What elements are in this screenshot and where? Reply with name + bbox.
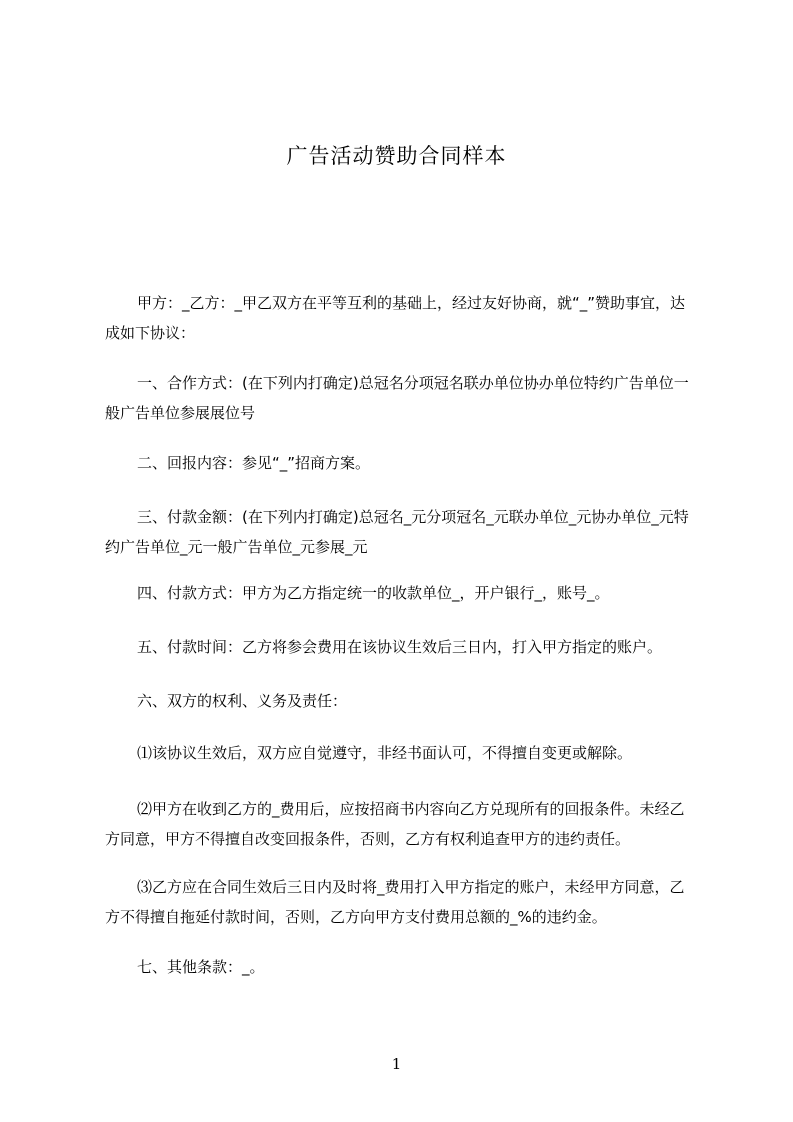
clause-return-content: 二、回报内容：参见“_”招商方案。 xyxy=(137,454,371,472)
clause-other-terms: 七、其他条款：_。 xyxy=(137,958,265,976)
document-title: 广告活动赞助合同样本 xyxy=(286,144,507,168)
clause-payment-method: 四、付款方式：甲方为乙方指定统一的收款单位_，开户银行_，账号_。 xyxy=(137,584,610,602)
sub-clause-3: ⑶乙方应在合同生效后三日内及时将_费用打入甲方指定的账户，未经甲方同意，乙方不得擅自拖延付款时间，否则，乙方向甲方支付费用总额的_%的违约金。 xyxy=(105,878,685,926)
clause-rights-heading: 六、双方的权利、义务及责任： xyxy=(137,692,348,710)
clause-payment-amount: 三、付款金额：(在下列内打确定)总冠名_元分项冠名_元联办单位_元协办单位_元特约广告单位_元一般广告单位_元参展_元 xyxy=(105,508,689,556)
clause-payment-time: 五、付款时间：乙方将参会费用在该协议生效后三日内，打入甲方指定的账户。 xyxy=(137,638,663,656)
sub-clause-2: ⑵甲方在收到乙方的_费用后，应按招商书内容向乙方兑现所有的回报条件。未经乙方同意，甲方不得擅自改变回报条件，否则，乙方有权利追查甲方的违约责任。 xyxy=(105,800,685,848)
sub-clause-1: ⑴该协议生效后，双方应自觉遵守，非经书面认可，不得擅自变更或解除。 xyxy=(137,744,633,762)
preamble-paragraph: 甲方：_乙方：_甲乙双方在平等互利的基础上，经过友好协商，就“_”赞助事宜，达成如下协议： xyxy=(105,294,686,342)
clause-cooperation-mode: 一、合作方式：(在下列内打确定)总冠名分项冠名联办单位协办单位特约广告单位一般广告单位参展展位号 xyxy=(105,374,689,422)
page-number: 1 xyxy=(391,1055,402,1073)
